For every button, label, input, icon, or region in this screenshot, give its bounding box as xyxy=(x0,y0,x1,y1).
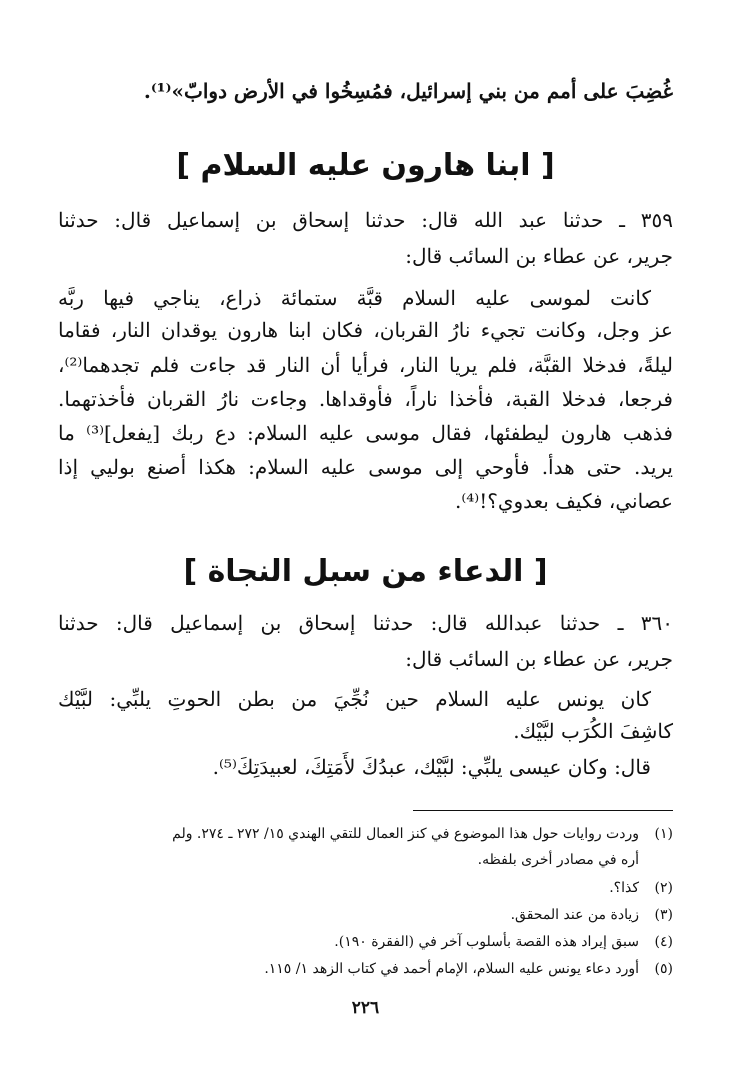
section-heading-aaron-sons: [ ابنا هارون عليه السلام ] xyxy=(176,148,555,183)
footnote-text: أورد دعاء يونس عليه السلام، الإمام أحمد في كتاب الزهد ١/ ١١٥. xyxy=(264,961,639,977)
section-heading-supplication: [ الدعاء من سبل النجاة ] xyxy=(183,554,548,589)
footnote-number: (٥) xyxy=(654,961,673,977)
footnote-number: (١) xyxy=(654,826,673,842)
paragraph-359-text-line6: يريد. حتى هدأ. فأوحي إلى موسى عليه السلام: هكذا أصنع بوليي إذا xyxy=(58,455,673,479)
footnote-number: (٣) xyxy=(654,907,673,923)
continuation-line: غُضِبَ على أمم من بني إسرائيل، فمُسِخُوا في الأرض دوابّ»⁽¹⁾. xyxy=(143,79,673,103)
footnote-4 xyxy=(58,930,673,954)
footnote-5 xyxy=(58,957,673,981)
footnote-text: كذا؟. xyxy=(609,880,639,896)
paragraph-359-text-line7: عصاني، فكيف بعدوي؟!⁽⁴⁾. xyxy=(454,489,673,513)
footnote-2 xyxy=(58,876,673,900)
footnote-1-line1 xyxy=(58,822,673,846)
paragraph-359-text-line5: فذهب هارون ليطفئها، فقال موسى عليه السلام: دع ربك [يفعل]⁽³⁾ ما xyxy=(58,421,673,445)
footnote-text: زيادة من عند المحقق. xyxy=(510,907,639,923)
paragraph-360-isnad-line1: ٣٦٠ ـ حدثنا عبدالله قال: حدثنا إسحاق بن إسماعيل قال: حدثنا xyxy=(58,611,673,635)
footnote-separator xyxy=(413,810,673,811)
paragraph-359-text-line2: عز وجل، وكانت تجيء نارُ القربان، فكان ابنا هارون يوقدان النار، فقاما xyxy=(58,318,673,342)
paragraph-359-text-line4: فرجعا، فدخلا القبة، فأخذا ناراً، فأوقداها. وجاءت نارُ القربان فأخذتهما. xyxy=(58,387,673,411)
paragraph-359-isnad-line1: ٣٥٩ ـ حدثنا عبد الله قال: حدثنا إسحاق بن إسماعيل قال: حدثنا xyxy=(58,208,673,232)
footnote-1-line2 xyxy=(58,848,673,872)
footnote-number: (٢) xyxy=(654,880,673,896)
footnote-number: (٤) xyxy=(654,934,673,950)
footnote-3 xyxy=(58,903,673,927)
page-number: ٢٢٦ xyxy=(351,998,380,1018)
paragraph-360-isnad-line2: جرير، عن عطاء بن السائب قال: xyxy=(405,647,673,671)
paragraph-360-text-line1: كان يونس عليه السلام حين نُجِّيَ من بطن الحوتِ يلبِّي: لبَّيْك xyxy=(58,687,651,711)
paragraph-359-text-line3: ليلةً، فدخلا القبَّة، فلم يريا النار، فرأيا أن النار قد جاءت فلم تجدهما⁽²⁾، xyxy=(58,353,673,377)
paragraph-359-isnad-line2: جرير، عن عطاء بن السائب قال: xyxy=(405,244,673,268)
footnote-text: أره في مصادر أخرى بلفظه. xyxy=(477,852,639,868)
paragraph-360-text-line2: كاشِفَ الكُرَب لبَّيْك. xyxy=(513,719,673,743)
paragraph-359-text-line1: كانت لموسى عليه السلام قبَّة ستمائة ذراع، يناجي فيها ربَّه xyxy=(58,286,651,310)
footnote-text: سبق إيراد هذه القصة بأسلوب آخر في (الفقرة ١٩٠). xyxy=(334,934,639,950)
footnote-text: وردت روايات حول هذا الموضوع في كنز العمال للتقي الهندي ١٥/ ٢٧٢ ـ ٢٧٤. ولم xyxy=(172,826,639,842)
paragraph-360-text-line3: قال: وكان عيسى يلبِّي: لبَّيْك، عبدُكَ لأَمَتِكَ، لعبيدَتِكَ⁽⁵⁾. xyxy=(212,755,651,779)
